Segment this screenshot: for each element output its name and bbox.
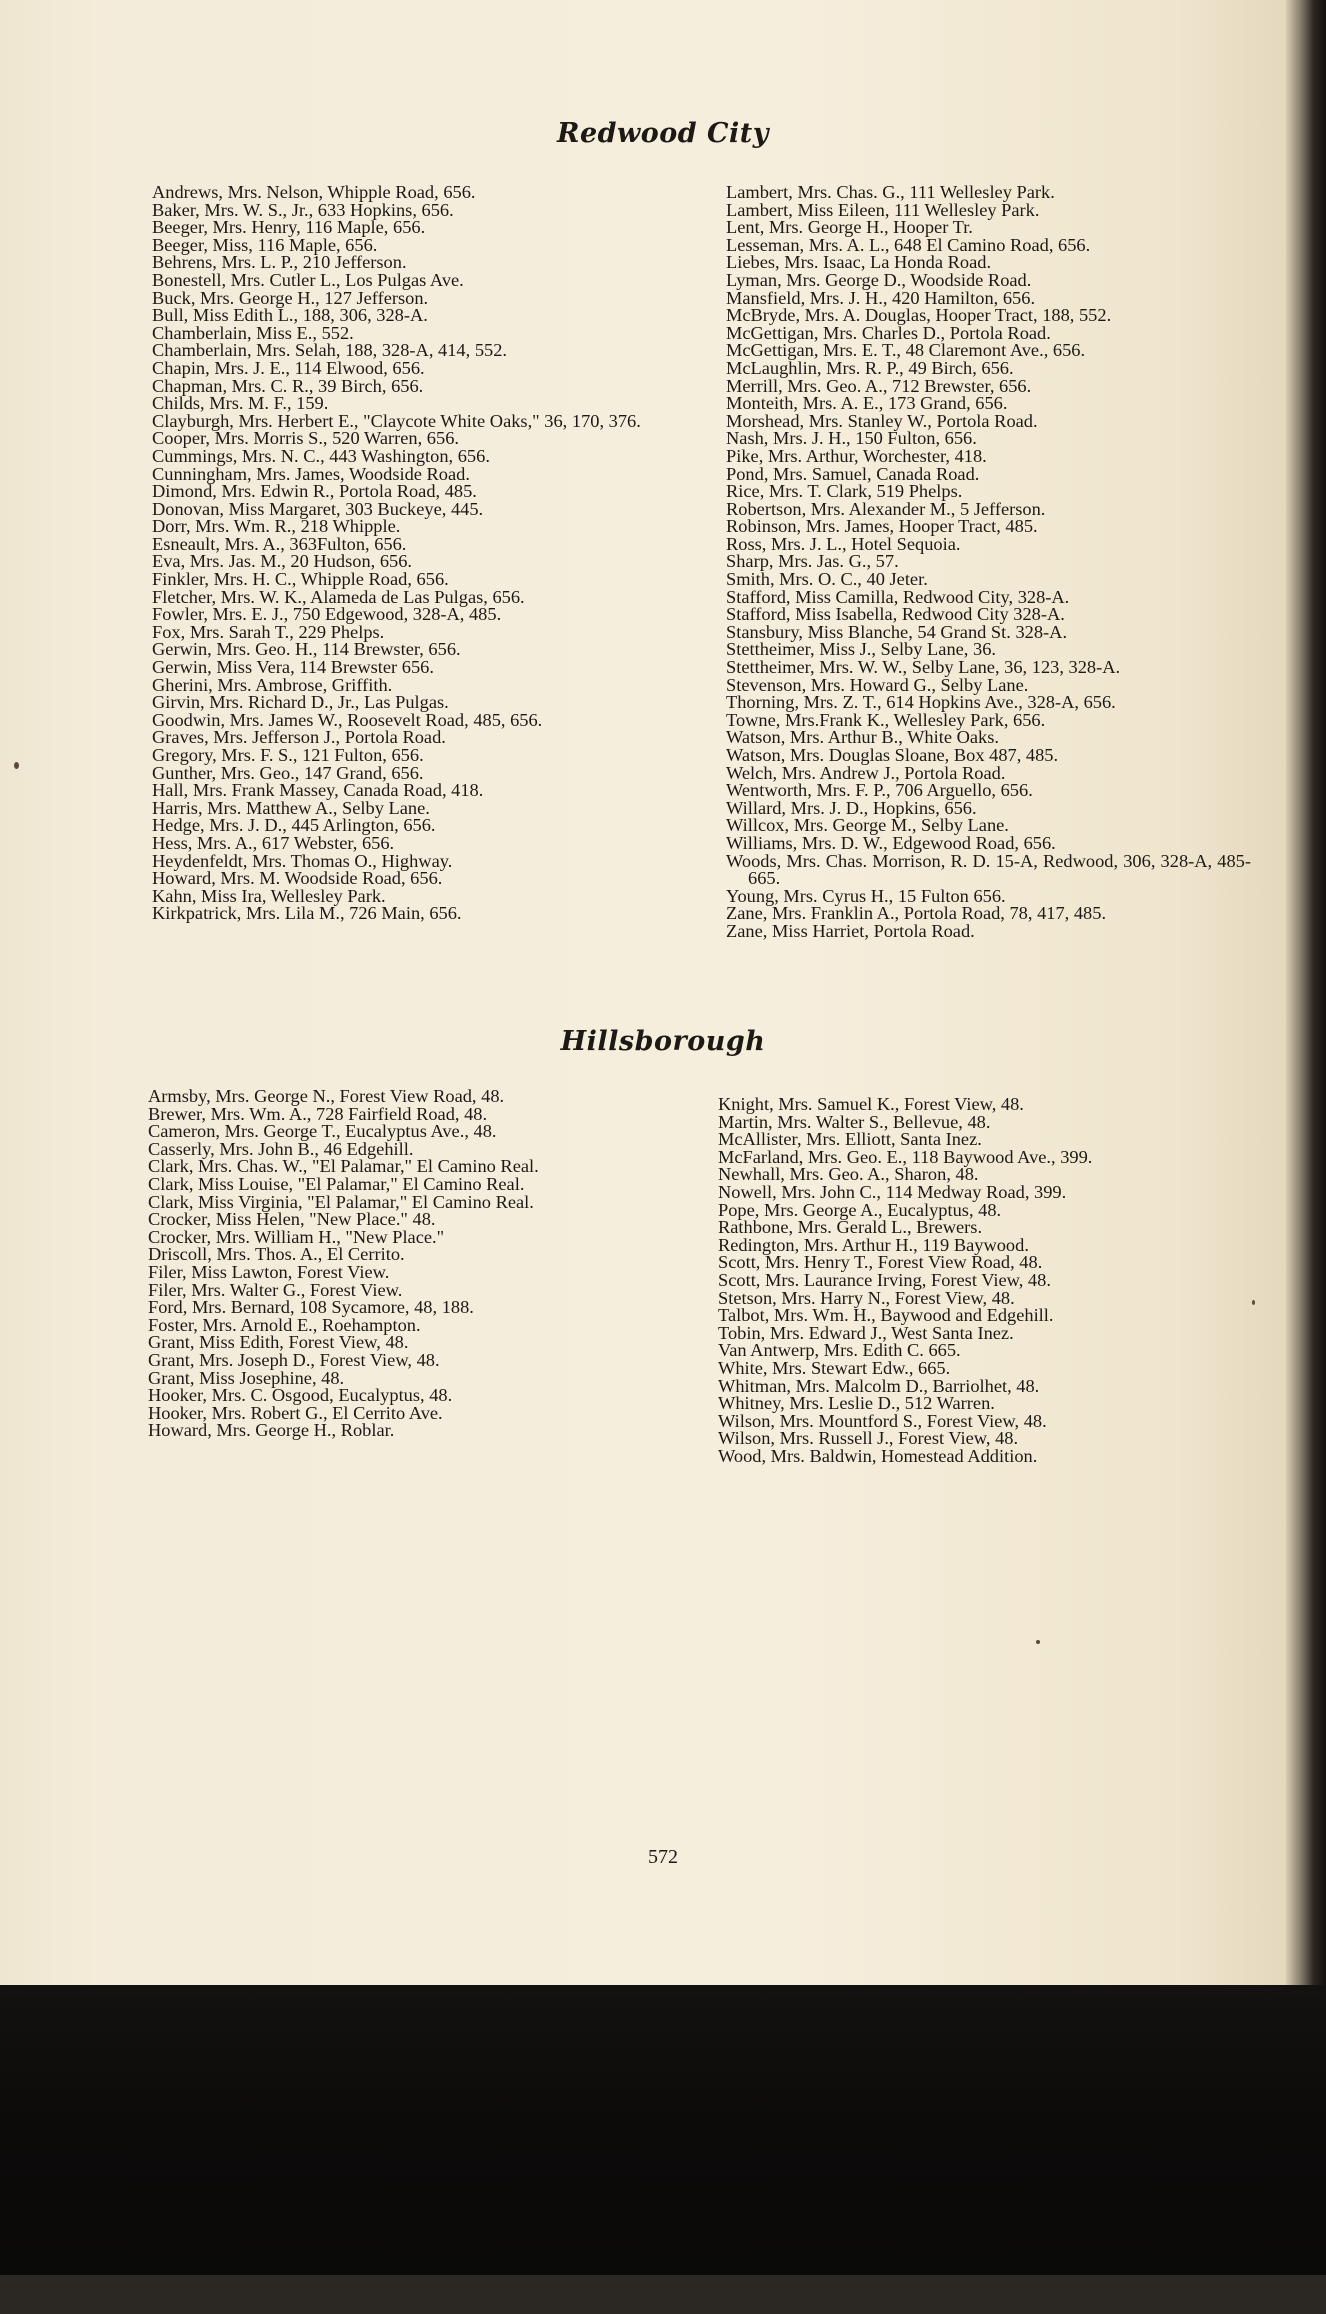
directory-entry: Willard, Mrs. J. D., Hopkins, 656. — [726, 797, 977, 818]
directory-entry: Stettheimer, Mrs. W. W., Selby Lane, 36, 123, 328-A. — [726, 657, 1121, 678]
directory-entry: Mansfield, Mrs. J. H., 420 Hamilton, 656. — [726, 287, 1036, 308]
directory-entry: Baker, Mrs. W. S., Jr., 633 Hopkins, 656. — [152, 199, 454, 220]
directory-entry: Graves, Mrs. Jefferson J., Portola Road. — [152, 727, 446, 748]
directory-entry: Watson, Mrs. Arthur B., White Oaks. — [726, 727, 999, 748]
directory-entry: Towne, Mrs.Frank K., Wellesley Park, 656. — [726, 709, 1046, 730]
page-number: 572 — [648, 1846, 678, 1868]
directory-entry: Talbot, Mrs. Wm. H., Baywood and Edgehill. — [718, 1305, 1054, 1326]
directory-entry: Fowler, Mrs. E. J., 750 Edgewood, 328-A, 485. — [152, 604, 502, 625]
directory-entry: Clayburgh, Mrs. Herbert E., "Claycote White Oaks," 36, 170, 376. — [152, 410, 641, 431]
directory-entry: Lyman, Mrs. George D., Woodside Road. — [726, 269, 1032, 290]
directory-entry: Hooker, Mrs. Robert G., El Cerrito Ave. — [148, 1402, 443, 1423]
directory-entry: Gregory, Mrs. F. S., 121 Fulton, 656. — [152, 745, 424, 765]
directory-entry: Fletcher, Mrs. W. K., Alameda de Las Pulgas, 656. — [152, 586, 525, 607]
directory-entry: McLaughlin, Mrs. R. P., 49 Birch, 656. — [726, 357, 1014, 378]
directory-entry: Eva, Mrs. Jas. M., 20 Hudson, 656. — [152, 551, 413, 572]
directory-entry: Nash, Mrs. J. H., 150 Fulton, 656. — [726, 428, 977, 449]
directory-entry: Chamberlain, Miss E., 552. — [152, 322, 354, 343]
directory-entry: Donovan, Miss Margaret, 303 Buckeye, 445. — [152, 498, 484, 519]
directory-entry: Howard, Mrs. George H., Roblar. — [148, 1420, 395, 1441]
directory-entry: Lent, Mrs. George H., Hooper Tr. — [726, 217, 973, 238]
directory-entry: Welch, Mrs. Andrew J., Portola Road. — [726, 762, 1006, 783]
directory-entry: Dorr, Mrs. Wm. R., 218 Whipple. — [152, 516, 401, 537]
directory-entry: Hedge, Mrs. J. D., 445 Arlington, 656. — [152, 815, 436, 836]
section-title-redwood-city: Redwood City — [557, 118, 769, 149]
scan-speck — [14, 762, 19, 769]
directory-entry: Ross, Mrs. J. L., Hotel Sequoia. — [726, 533, 961, 554]
directory-entry: Whitney, Mrs. Leslie D., 512 Warren. — [718, 1393, 995, 1414]
directory-entry: Beeger, Miss, 116 Maple, 656. — [152, 234, 378, 255]
directory-entry: Pike, Mrs. Arthur, Worchester, 418. — [726, 445, 987, 466]
directory-entry: Rathbone, Mrs. Gerald L., Brewers. — [718, 1217, 983, 1238]
directory-entry: Watson, Mrs. Douglas Sloane, Box 487, 485. — [726, 745, 1059, 765]
directory-entry: Wood, Mrs. Baldwin, Homestead Addition. — [718, 1445, 1038, 1466]
directory-entry: Clark, Miss Louise, "El Palamar," El Camino Real. — [148, 1173, 525, 1194]
directory-entry: White, Mrs. Stewart Edw., 665. — [718, 1357, 951, 1378]
directory-entry: Sharp, Mrs. Jas. G., 57. — [726, 551, 899, 572]
directory-entry: Howard, Mrs. M. Woodside Road, 656. — [152, 868, 443, 889]
directory-entry: Kahn, Miss Ira, Wellesley Park. — [152, 885, 386, 906]
section-title-hillsborough: Hillsborough — [560, 1026, 766, 1057]
directory-entry: Van Antwerp, Mrs. Edith C. 665. — [718, 1340, 961, 1361]
directory-entry: McAllister, Mrs. Elliott, Santa Inez. — [718, 1129, 982, 1150]
directory-entry: Fox, Mrs. Sarah T., 229 Phelps. — [152, 621, 385, 642]
directory-entry: Armsby, Mrs. George N., Forest View Road, 48. — [148, 1086, 505, 1106]
directory-entry: Whitman, Mrs. Malcolm D., Barriolhet, 48. — [718, 1375, 1040, 1396]
directory-entry: Knight, Mrs. Samuel K., Forest View, 48. — [718, 1094, 1024, 1114]
directory-entry: Monteith, Mrs. A. E., 173 Grand, 656. — [726, 393, 1008, 414]
directory-entry: Clark, Miss Virginia, "El Palamar," El Camino Real. — [148, 1191, 534, 1212]
directory-entry: McGettigan, Mrs. E. T., 48 Claremont Ave., 656. — [726, 340, 1086, 361]
redwood-city-left-column — [152, 184, 697, 923]
scan-speck — [1252, 1300, 1255, 1305]
directory-entry: Willcox, Mrs. George M., Selby Lane. — [726, 815, 1009, 836]
directory-entry: Grant, Miss Josephine, 48. — [148, 1367, 345, 1388]
directory-entry: Nowell, Mrs. John C., 114 Medway Road, 399. — [718, 1181, 1067, 1202]
directory-entry: Finkler, Mrs. H. C., Whipple Road, 656. — [152, 569, 449, 590]
directory-entry: Kirkpatrick, Mrs. Lila M., 726 Main, 656. — [152, 903, 462, 924]
directory-entry: Scott, Mrs. Henry T., Forest View Road, 48. — [718, 1252, 1043, 1273]
directory-entry: Driscoll, Mrs. Thos. A., El Cerrito. — [148, 1244, 405, 1265]
directory-entry: Lesseman, Mrs. A. L., 648 El Camino Road, 656. — [726, 234, 1091, 255]
directory-entry: Rice, Mrs. T. Clark, 519 Phelps. — [726, 481, 963, 502]
directory-entry: Merrill, Mrs. Geo. A., 712 Brewster, 656. — [726, 375, 1032, 396]
directory-entry: Gunther, Mrs. Geo., 147 Grand, 656. — [152, 762, 424, 783]
scan-speck — [1036, 1640, 1040, 1644]
directory-entry: Zane, Miss Harriet, Portola Road. — [726, 920, 975, 941]
directory-entry: Girvin, Mrs. Richard D., Jr., Las Pulgas. — [152, 692, 449, 713]
directory-entry: McGettigan, Mrs. Charles D., Portola Road. — [726, 322, 1051, 343]
directory-entry: Filer, Mrs. Walter G., Forest View. — [148, 1279, 403, 1300]
directory-entry: Scott, Mrs. Laurance Irving, Forest View, 48. — [718, 1269, 1051, 1290]
directory-entry: Smith, Mrs. O. C., 40 Jeter. — [726, 569, 928, 590]
hillsborough-left-column — [148, 1088, 686, 1440]
directory-entry: Esneault, Mrs. A., 363Fulton, 656. — [152, 533, 407, 554]
directory-entry: Crocker, Miss Helen, "New Place." 48. — [148, 1209, 436, 1230]
directory-entry: Stetson, Mrs. Harry N., Forest View, 48. — [718, 1287, 1015, 1308]
directory-entry: Stevenson, Mrs. Howard G., Selby Lane. — [726, 674, 1029, 695]
directory-entry: Zane, Mrs. Franklin A., Portola Road, 78, 417, 485. — [726, 903, 1107, 924]
directory-entry: Grant, Mrs. Joseph D., Forest View, 48. — [148, 1349, 440, 1370]
directory-entry: Stafford, Miss Isabella, Redwood City 328-A. — [726, 604, 1065, 625]
directory-entry: Foster, Mrs. Arnold E., Roehampton. — [148, 1314, 421, 1335]
directory-entry: Crocker, Mrs. William H., "New Place." — [148, 1226, 445, 1247]
directory-entry: Beeger, Mrs. Henry, 116 Maple, 656. — [152, 217, 426, 238]
hillsborough-right-column — [718, 1096, 1243, 1465]
directory-entry: Gherini, Mrs. Ambrose, Griffith. — [152, 674, 393, 695]
directory-entry: Casserly, Mrs. John B., 46 Edgehill. — [148, 1138, 414, 1159]
directory-entry: Brewer, Mrs. Wm. A., 728 Fairfield Road, 48. — [148, 1103, 488, 1124]
directory-entry: Wilson, Mrs. Russell J., Forest View, 48. — [718, 1428, 1019, 1449]
directory-entry: Lambert, Mrs. Chas. G., 111 Wellesley Park. — [726, 182, 1055, 202]
directory-entry: Bonestell, Mrs. Cutler L., Los Pulgas Ave. — [152, 269, 464, 290]
directory-entry: Andrews, Mrs. Nelson, Whipple Road, 656. — [152, 182, 476, 202]
directory-entry: Lambert, Miss Eileen, 111 Wellesley Park. — [726, 199, 1040, 220]
directory-entry: Gerwin, Mrs. Geo. H., 114 Brewster, 656. — [152, 639, 461, 660]
directory-entry: Robertson, Mrs. Alexander M., 5 Jefferson. — [726, 498, 1046, 519]
directory-entry: Hess, Mrs. A., 617 Webster, 656. — [152, 832, 395, 853]
directory-entry: Cummings, Mrs. N. C., 443 Washington, 656. — [152, 445, 490, 466]
directory-entry: McBryde, Mrs. A. Douglas, Hooper Tract, 188, 552. — [726, 305, 1112, 326]
directory-entry: Behrens, Mrs. L. P., 210 Jefferson. — [152, 252, 407, 273]
directory-entry: Bull, Miss Edith L., 188, 306, 328-A. — [152, 305, 428, 326]
scan-edge-band — [0, 2275, 1326, 2314]
directory-entry: Chapman, Mrs. C. R., 39 Birch, 656. — [152, 375, 424, 396]
directory-entry: Pope, Mrs. George A., Eucalyptus, 48. — [718, 1199, 1002, 1220]
directory-entry: Woods, Mrs. Chas. Morrison, R. D. 15-A, Redwood, 306, 328-A, 485-665. — [726, 850, 1251, 889]
directory-entry: Stafford, Miss Camilla, Redwood City, 328-A. — [726, 586, 1070, 607]
directory-entry: Redington, Mrs. Arthur H., 119 Baywood. — [718, 1234, 1029, 1255]
directory-entry: Harris, Mrs. Matthew A., Selby Lane. — [152, 797, 430, 818]
directory-entry: Heydenfeldt, Mrs. Thomas O., Highway. — [152, 850, 453, 871]
directory-entry: Chamberlain, Mrs. Selah, 188, 328-A, 414, 552. — [152, 340, 507, 361]
directory-entry: Goodwin, Mrs. James W., Roosevelt Road, 485, 656. — [152, 709, 543, 730]
directory-entry: Hooker, Mrs. C. Osgood, Eucalyptus, 48. — [148, 1385, 453, 1406]
directory-entry: Filer, Miss Lawton, Forest View. — [148, 1261, 390, 1282]
directory-entry: Dimond, Mrs. Edwin R., Portola Road, 485. — [152, 481, 477, 502]
directory-entry: Ford, Mrs. Bernard, 108 Sycamore, 48, 188. — [148, 1297, 474, 1318]
directory-entry: Stettheimer, Miss J., Selby Lane, 36. — [726, 639, 996, 660]
directory-entry: Stansbury, Miss Blanche, 54 Grand St. 328-A. — [726, 621, 1068, 642]
book-spine — [1286, 0, 1326, 1990]
directory-entry: Newhall, Mrs. Geo. A., Sharon, 48. — [718, 1164, 979, 1185]
directory-entry: Cunningham, Mrs. James, Woodside Road. — [152, 463, 470, 484]
directory-entry: Buck, Mrs. George H., 127 Jefferson. — [152, 287, 429, 308]
directory-entry: Clark, Mrs. Chas. W., "El Palamar," El Camino Real. — [148, 1156, 539, 1177]
directory-entry: Cooper, Mrs. Morris S., 520 Warren, 656. — [152, 428, 459, 449]
directory-entry: Martin, Mrs. Walter S., Bellevue, 48. — [718, 1111, 991, 1132]
directory-entry: Pond, Mrs. Samuel, Canada Road. — [726, 463, 980, 484]
directory-entry: Childs, Mrs. M. F., 159. — [152, 393, 329, 414]
directory-entry: Wilson, Mrs. Mountford S., Forest View, 48. — [718, 1410, 1047, 1431]
directory-entry: Wentworth, Mrs. F. P., 706 Arguello, 656. — [726, 780, 1033, 801]
directory-entry: Thorning, Mrs. Z. T., 614 Hopkins Ave., 328-A, 656. — [726, 692, 1116, 713]
directory-entry: Williams, Mrs. D. W., Edgewood Road, 656. — [726, 832, 1056, 853]
directory-entry: Liebes, Mrs. Isaac, La Honda Road. — [726, 252, 992, 273]
directory-entry: Gerwin, Miss Vera, 114 Brewster 656. — [152, 657, 434, 678]
scan-background — [0, 1985, 1326, 2314]
directory-entry: Hall, Mrs. Frank Massey, Canada Road, 418. — [152, 780, 484, 801]
directory-entry: Young, Mrs. Cyrus H., 15 Fulton 656. — [726, 885, 1006, 906]
directory-entry: Chapin, Mrs. J. E., 114 Elwood, 656. — [152, 357, 425, 378]
directory-entry: Robinson, Mrs. James, Hooper Tract, 485. — [726, 516, 1038, 537]
directory-entry: Grant, Miss Edith, Forest View, 48. — [148, 1332, 409, 1353]
directory-entry: Tobin, Mrs. Edward J., West Santa Inez. — [718, 1322, 1014, 1343]
redwood-city-right-column — [726, 184, 1251, 941]
directory-entry: McFarland, Mrs. Geo. E., 118 Baywood Ave., 399. — [718, 1146, 1093, 1167]
directory-entry: Morshead, Mrs. Stanley W., Portola Road. — [726, 410, 1038, 431]
directory-entry: Cameron, Mrs. George T., Eucalyptus Ave., 48. — [148, 1121, 497, 1142]
